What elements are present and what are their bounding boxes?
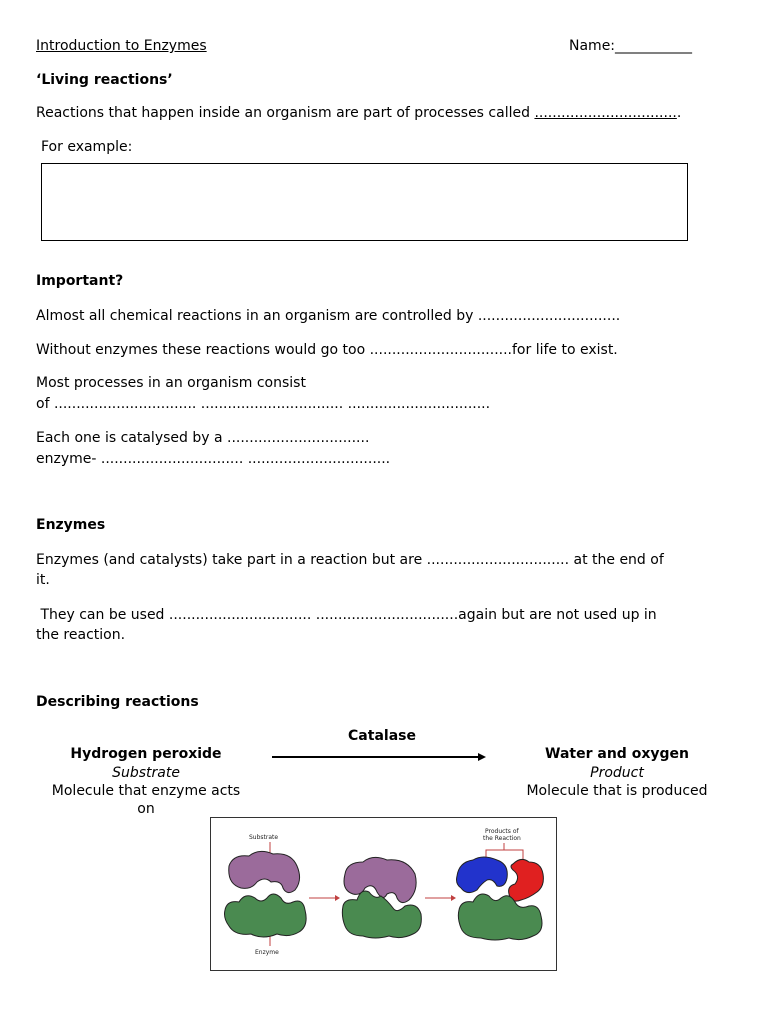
products-label-2: the Reaction <box>483 835 521 842</box>
processes-blank: ................................ <box>534 105 677 121</box>
bound-substrate-molecule <box>344 857 416 902</box>
substrate-description-1: Molecule that enzyme acts <box>51 783 241 799</box>
substrate-description-2: on <box>137 801 155 817</box>
product-molecule-blue <box>457 857 508 893</box>
catalyst-label: Catalase <box>348 728 416 744</box>
substrate-role: Substrate <box>112 765 180 781</box>
name-field-label: Name:___________ <box>569 38 693 54</box>
substrate-name: Hydrogen peroxide <box>70 746 222 762</box>
important-line-3b: of ................................ ................................ ................................ <box>36 396 491 412</box>
living-reactions-heading: ‘Living reactions’ <box>36 72 173 88</box>
products-label-1: Products of <box>485 828 519 835</box>
released-enzyme-molecule <box>458 894 542 940</box>
processes-end: . <box>676 105 682 121</box>
substrate-molecule <box>229 851 300 892</box>
processes-sentence-text: Reactions that happen inside an organism are part of processes called <box>36 105 530 121</box>
important-line-4a: Each one is catalysed by a ................................ <box>36 430 370 446</box>
document-title: Introduction to Enzymes <box>36 38 207 54</box>
describing-reactions-heading: Describing reactions <box>36 694 199 710</box>
product-description: Molecule that is produced <box>526 783 708 799</box>
enzymes-heading: Enzymes <box>36 517 106 533</box>
important-line-1: Almost all chemical reactions in an organism are controlled by ................................ <box>36 308 621 324</box>
enzymes-line-1a: Enzymes (and catalysts) take part in a reaction but are ................................ at the end of <box>36 552 664 568</box>
enzyme-label: Enzyme <box>255 949 279 956</box>
important-heading: Important? <box>36 273 124 289</box>
enzymes-line-1b: it. <box>36 572 50 588</box>
enzymes-line-2a: They can be used ................................ ................................again but are not used up in <box>36 607 657 623</box>
enzyme-molecule <box>225 894 307 937</box>
important-line-3a: Most processes in an organism consist <box>36 375 306 391</box>
substrate-label: Substrate <box>249 834 279 841</box>
important-line-4b: enzyme- ................................ ................................ <box>36 451 391 467</box>
product-role: Product <box>590 765 644 781</box>
enzymes-line-2b: the reaction. <box>36 627 126 643</box>
diagram-drawing <box>211 818 556 970</box>
example-answer-box[interactable] <box>41 163 688 241</box>
important-line-2: Without enzymes these reactions would go too ................................for life to exist. <box>36 342 618 358</box>
reaction-arrow <box>272 750 488 764</box>
enzyme-substrate-diagram <box>210 817 557 971</box>
processes-sentence <box>36 104 681 122</box>
example-label: For example: <box>41 139 133 155</box>
product-name: Water and oxygen <box>545 746 689 762</box>
product-molecule-red <box>509 859 544 901</box>
